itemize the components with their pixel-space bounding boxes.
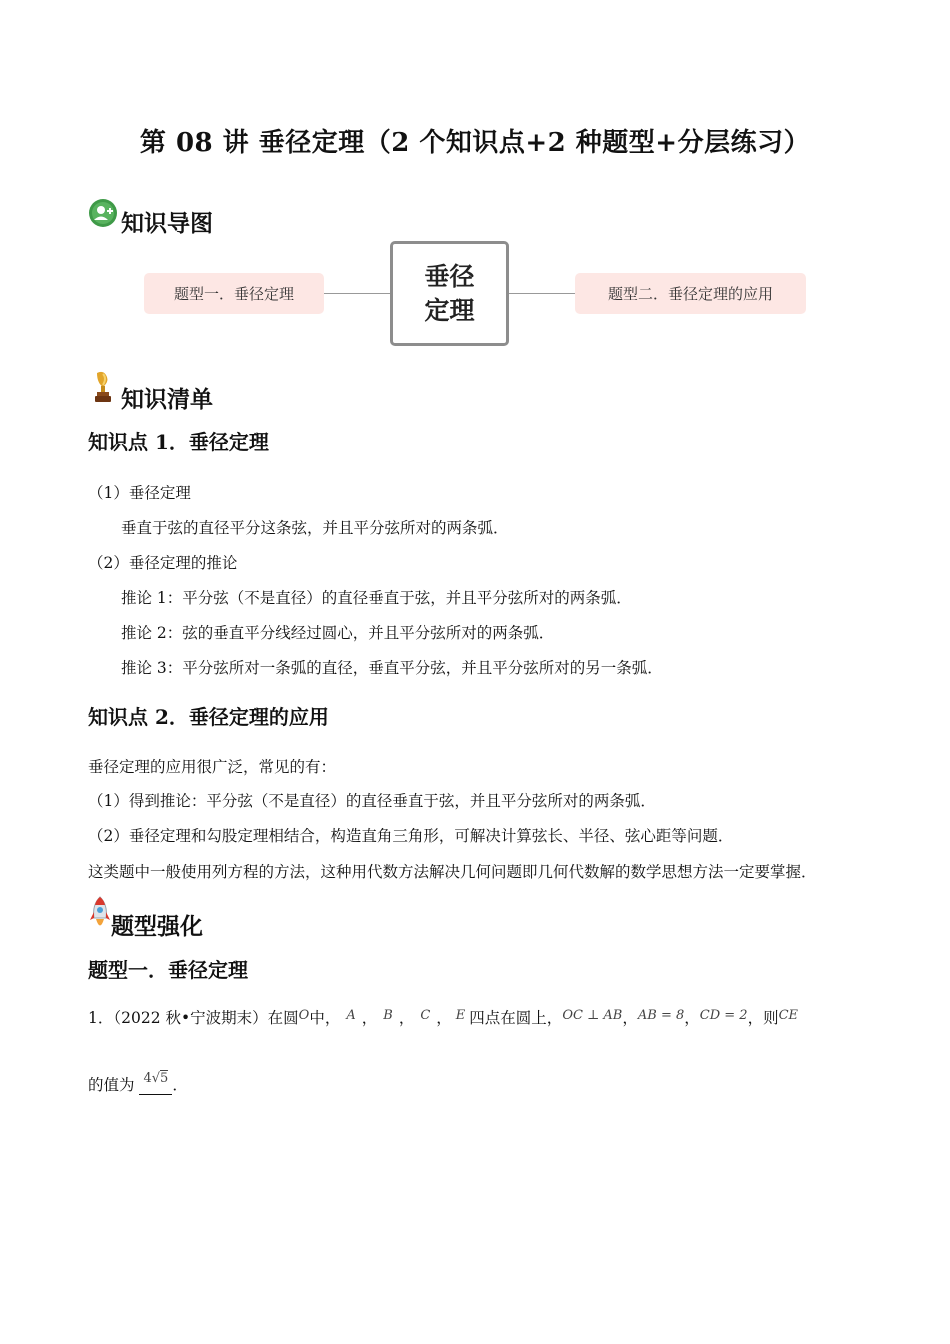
question-in: 中， bbox=[309, 1009, 341, 1027]
kp2-intro: 垂径定理的应用很广泛，常见的有： bbox=[88, 758, 337, 776]
kp2-summary: 这类题中一般使用列方程的方法，这种用代数方法解决几何问题即几何代数解的数学思想方法一定要掌握． bbox=[88, 863, 817, 881]
question-end: ． bbox=[172, 1076, 188, 1094]
math-cd-eq-2: CD = 2 bbox=[699, 1008, 748, 1023]
math-O: O bbox=[298, 1008, 310, 1023]
comma: ， bbox=[436, 1009, 452, 1027]
mindmap-center-line2: 定理 bbox=[424, 295, 475, 325]
math-C: C bbox=[420, 1008, 431, 1023]
math-B: B bbox=[383, 1008, 393, 1023]
math-oc-perp-ab: OC ⊥ AB bbox=[562, 1008, 623, 1023]
comma: ， bbox=[361, 1009, 378, 1027]
answer-radicand: 5 bbox=[160, 1071, 169, 1086]
mindmap-right-node: 题型二．垂径定理的应用 bbox=[575, 273, 806, 314]
question-then: ，则 bbox=[747, 1009, 779, 1027]
question-source: （2022 秋•宁波期末）在圆 bbox=[113, 1009, 299, 1027]
kp2-item1: （1）得到推论：平分弦（不是直径）的直径垂直于弦，并且平分弦所对的两条弧． bbox=[88, 792, 656, 810]
math-ab-eq-8: AB = 8 bbox=[637, 1008, 685, 1023]
checklist-heading: 知识清单 bbox=[121, 386, 213, 413]
question-number: 1． bbox=[88, 1009, 114, 1027]
kp1-item2-label: （2）垂径定理的推论 bbox=[88, 554, 238, 572]
answer-coef: 4 bbox=[143, 1071, 152, 1086]
practice-heading: 题型强化 bbox=[111, 913, 203, 940]
page-title: 第 08 讲 垂径定理（2 个知识点+2 种题型+分层练习） bbox=[139, 128, 811, 158]
kp2-item2: （2）垂径定理和勾股定理相结合，构造直角三角形，可解决计算弦长、半径、弦心距等问题． bbox=[88, 827, 734, 845]
math-A: A bbox=[346, 1008, 356, 1023]
comma: ， bbox=[398, 1009, 415, 1027]
answer-blank bbox=[139, 1071, 172, 1095]
mindmap-left-node: 题型一．垂径定理 bbox=[144, 273, 324, 314]
question-1 bbox=[88, 1006, 798, 1028]
mindmap-left-connector bbox=[324, 293, 391, 294]
question-1-line2 bbox=[88, 1073, 188, 1095]
kp2-heading: 知识点 2．垂径定理的应用 bbox=[88, 705, 329, 729]
rocket-icon bbox=[88, 896, 112, 932]
type1-heading: 题型一．垂径定理 bbox=[88, 958, 248, 982]
comma: ， bbox=[622, 1009, 638, 1027]
kp1-corollary2: 推论 2：弦的垂直平分线经过圆心，并且平分弦所对的两条弧． bbox=[121, 624, 555, 642]
kp1-heading: 知识点 1．垂径定理 bbox=[88, 430, 269, 454]
kp1-item1-label: （1）垂径定理 bbox=[88, 484, 191, 502]
mindmap-center-node bbox=[390, 241, 509, 346]
question-value-label: 的值为 bbox=[88, 1076, 135, 1094]
kp1-corollary1: 推论 1：平分弦（不是直径）的直径垂直于弦，并且平分弦所对的两条弧． bbox=[121, 589, 632, 607]
comma: ， bbox=[684, 1009, 700, 1027]
mindmap-heading: 知识导图 bbox=[121, 210, 213, 237]
trophy-icon bbox=[92, 371, 114, 403]
question-four-points: 四点在圆上， bbox=[469, 1009, 563, 1027]
person-add-icon bbox=[88, 198, 118, 228]
sqrt-symbol: √ bbox=[151, 1071, 161, 1086]
kp1-item1-text: 垂直于弦的直径平分这条弦，并且平分弦所对的两条弧． bbox=[121, 519, 509, 537]
mindmap-center-line1: 垂径 bbox=[424, 261, 475, 291]
mindmap-right-connector bbox=[509, 293, 575, 294]
math-E: E bbox=[455, 1008, 466, 1023]
kp1-corollary3: 推论 3：平分弦所对一条弧的直径，垂直平分弦，并且平分弦所对的另一条弧． bbox=[121, 659, 663, 677]
math-CE: CE bbox=[778, 1008, 799, 1023]
